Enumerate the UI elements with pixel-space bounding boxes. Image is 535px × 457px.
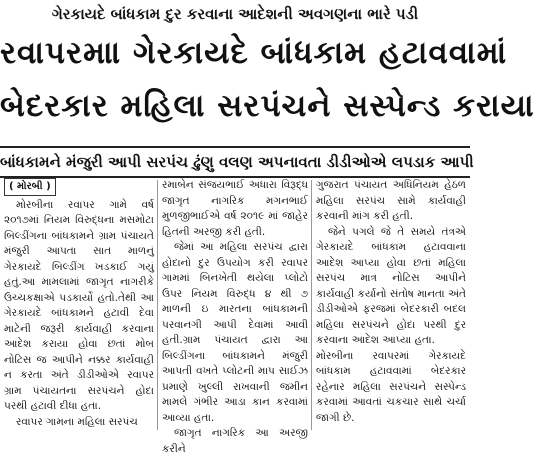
paragraph: જાગૃત નાગરિક આ અરજી કરીને	[162, 427, 308, 455]
paragraph: રમાબેન સંજયભાઈ અધારા વિરૂદ્ધ જાગૃત નાગરિક મગનભાઈ મુળજીભાઈએ વર્ષ ૨૦૧૯ માં જાહેર હિતની અરજી કરી હતી.	[162, 179, 308, 238]
subheadline-bar: બાંધકામને મંજુરી આપી સરપંચ ઢુંણુ વલણ અપનાવતા ડીડીઓએ લપડાક આપી	[0, 146, 470, 178]
paragraph: મોરબીના રવાપર ગામે વર્ષ ૨૦૧૭માં નિયમ વિરુદ્ધના મસમોટા બિલ્ડીંગના બાંધકામને ગ્રામ પંચાયતે મંજુરી આપતા સાત માળનું ગેરકાયદે બિલ્ડીંગ ખડકાઈ ગયું હતું.આ મામલામાં જાગૃત નાગરીકે ઉચ્ચકક્ષાએ પડકાર્યો હતો.તેથી આ ગેરકાયદે બાંધકામને હટાવી દેવા માટેની જરૂરી કાર્યવાહી કરવાના આદેશ કરાયા હોવા છતાં મોબ નોટિસ જ આપીને નક્કર કાર્યવાહી ન કરતા અંતે ડીડીઓએ રવાપર ગ્રામ પંચાયતના સરપંચને હોદા પરથી હટાવી દીધા હતા.	[4, 198, 154, 412]
kicker-line: ગેરકાયદે બાંધકામ દુર કરવાના આદેશની અવગણના ભારે પડી	[51, 5, 419, 23]
dateline-badge: ( મોરબી )	[4, 178, 56, 196]
article-column-3	[316, 178, 466, 431]
column-divider	[311, 180, 312, 430]
column-divider	[157, 180, 158, 430]
paragraph: ગુજરાત પંચાયત અધિનિયમ હેઠળ મહિલા સરપંચ સામે કાર્યવાહી કરવાની માંગ કરી હતી.	[316, 179, 466, 222]
paragraph: મોરબીના રવાપરમાં ગેરકાયદે બાંધકામ હટાવવામાં બેદરકાર રહેનાર મહિલા સરપંચને સસ્પેન્ડ કરવામાં આવતાં ચકચાર સાથે ચર્ચા જાગી છે.	[316, 349, 466, 424]
article-body	[0, 178, 470, 455]
article-column-2	[162, 178, 308, 455]
headline-line-1: રવાપરમાા ગેરકાયદે બાંધકામ હટાવવામાં	[0, 35, 508, 71]
paragraph: જેમાં આ મહિલા સરપંચ દ્વારા હોદાનો દુર ઉપયોગ કરી રવાપર ગામમાં બિનખેતી થયેલા પ્લોટો ઉપર નિયમ વિરુદ્ધ ૪ થી ૭ માળની ઇ મારતના બાંધકામની પરવાનગી આપી દેવામાં આવી હતી.ગ્રામ પંચાયત દ્વારા આ બિલ્ડીંગના બાંધકામને મંજુરી આપતી વખતે પ્લોટની માપ સાઈઝ પ્રમાણે ખુલ્લી રાખવાની જમીન મામલે ગંભીર આડા કાન કરવામાં આવ્યા હતા.	[162, 241, 308, 424]
headline-line-2: બેદરકાર મહિલા સરપંચને સસ્પેન્ડ કરાયા	[0, 88, 535, 124]
article-column-1	[4, 178, 154, 431]
paragraph: રવાપર ગામના મહિલા સરપંચ	[16, 415, 138, 428]
paragraph: જેને પગલે જે તે સમયે તંત્રએ ગેરકાયદે બાંધકામ હટાવવાના આદેશ આપ્યા હોવા છતાં મહિલા સરપંચ માત્ર નોટિસ આપીને કાર્યવાહી કર્યાનો સંતોષ માનતા અંતે ડીડીઓએ ફરજમાં બેદરકારી બદલ મહિલા સરપંચને હોદા પરથી દુર કરવાના આદેશ આપ્યા હતા.	[316, 225, 466, 346]
